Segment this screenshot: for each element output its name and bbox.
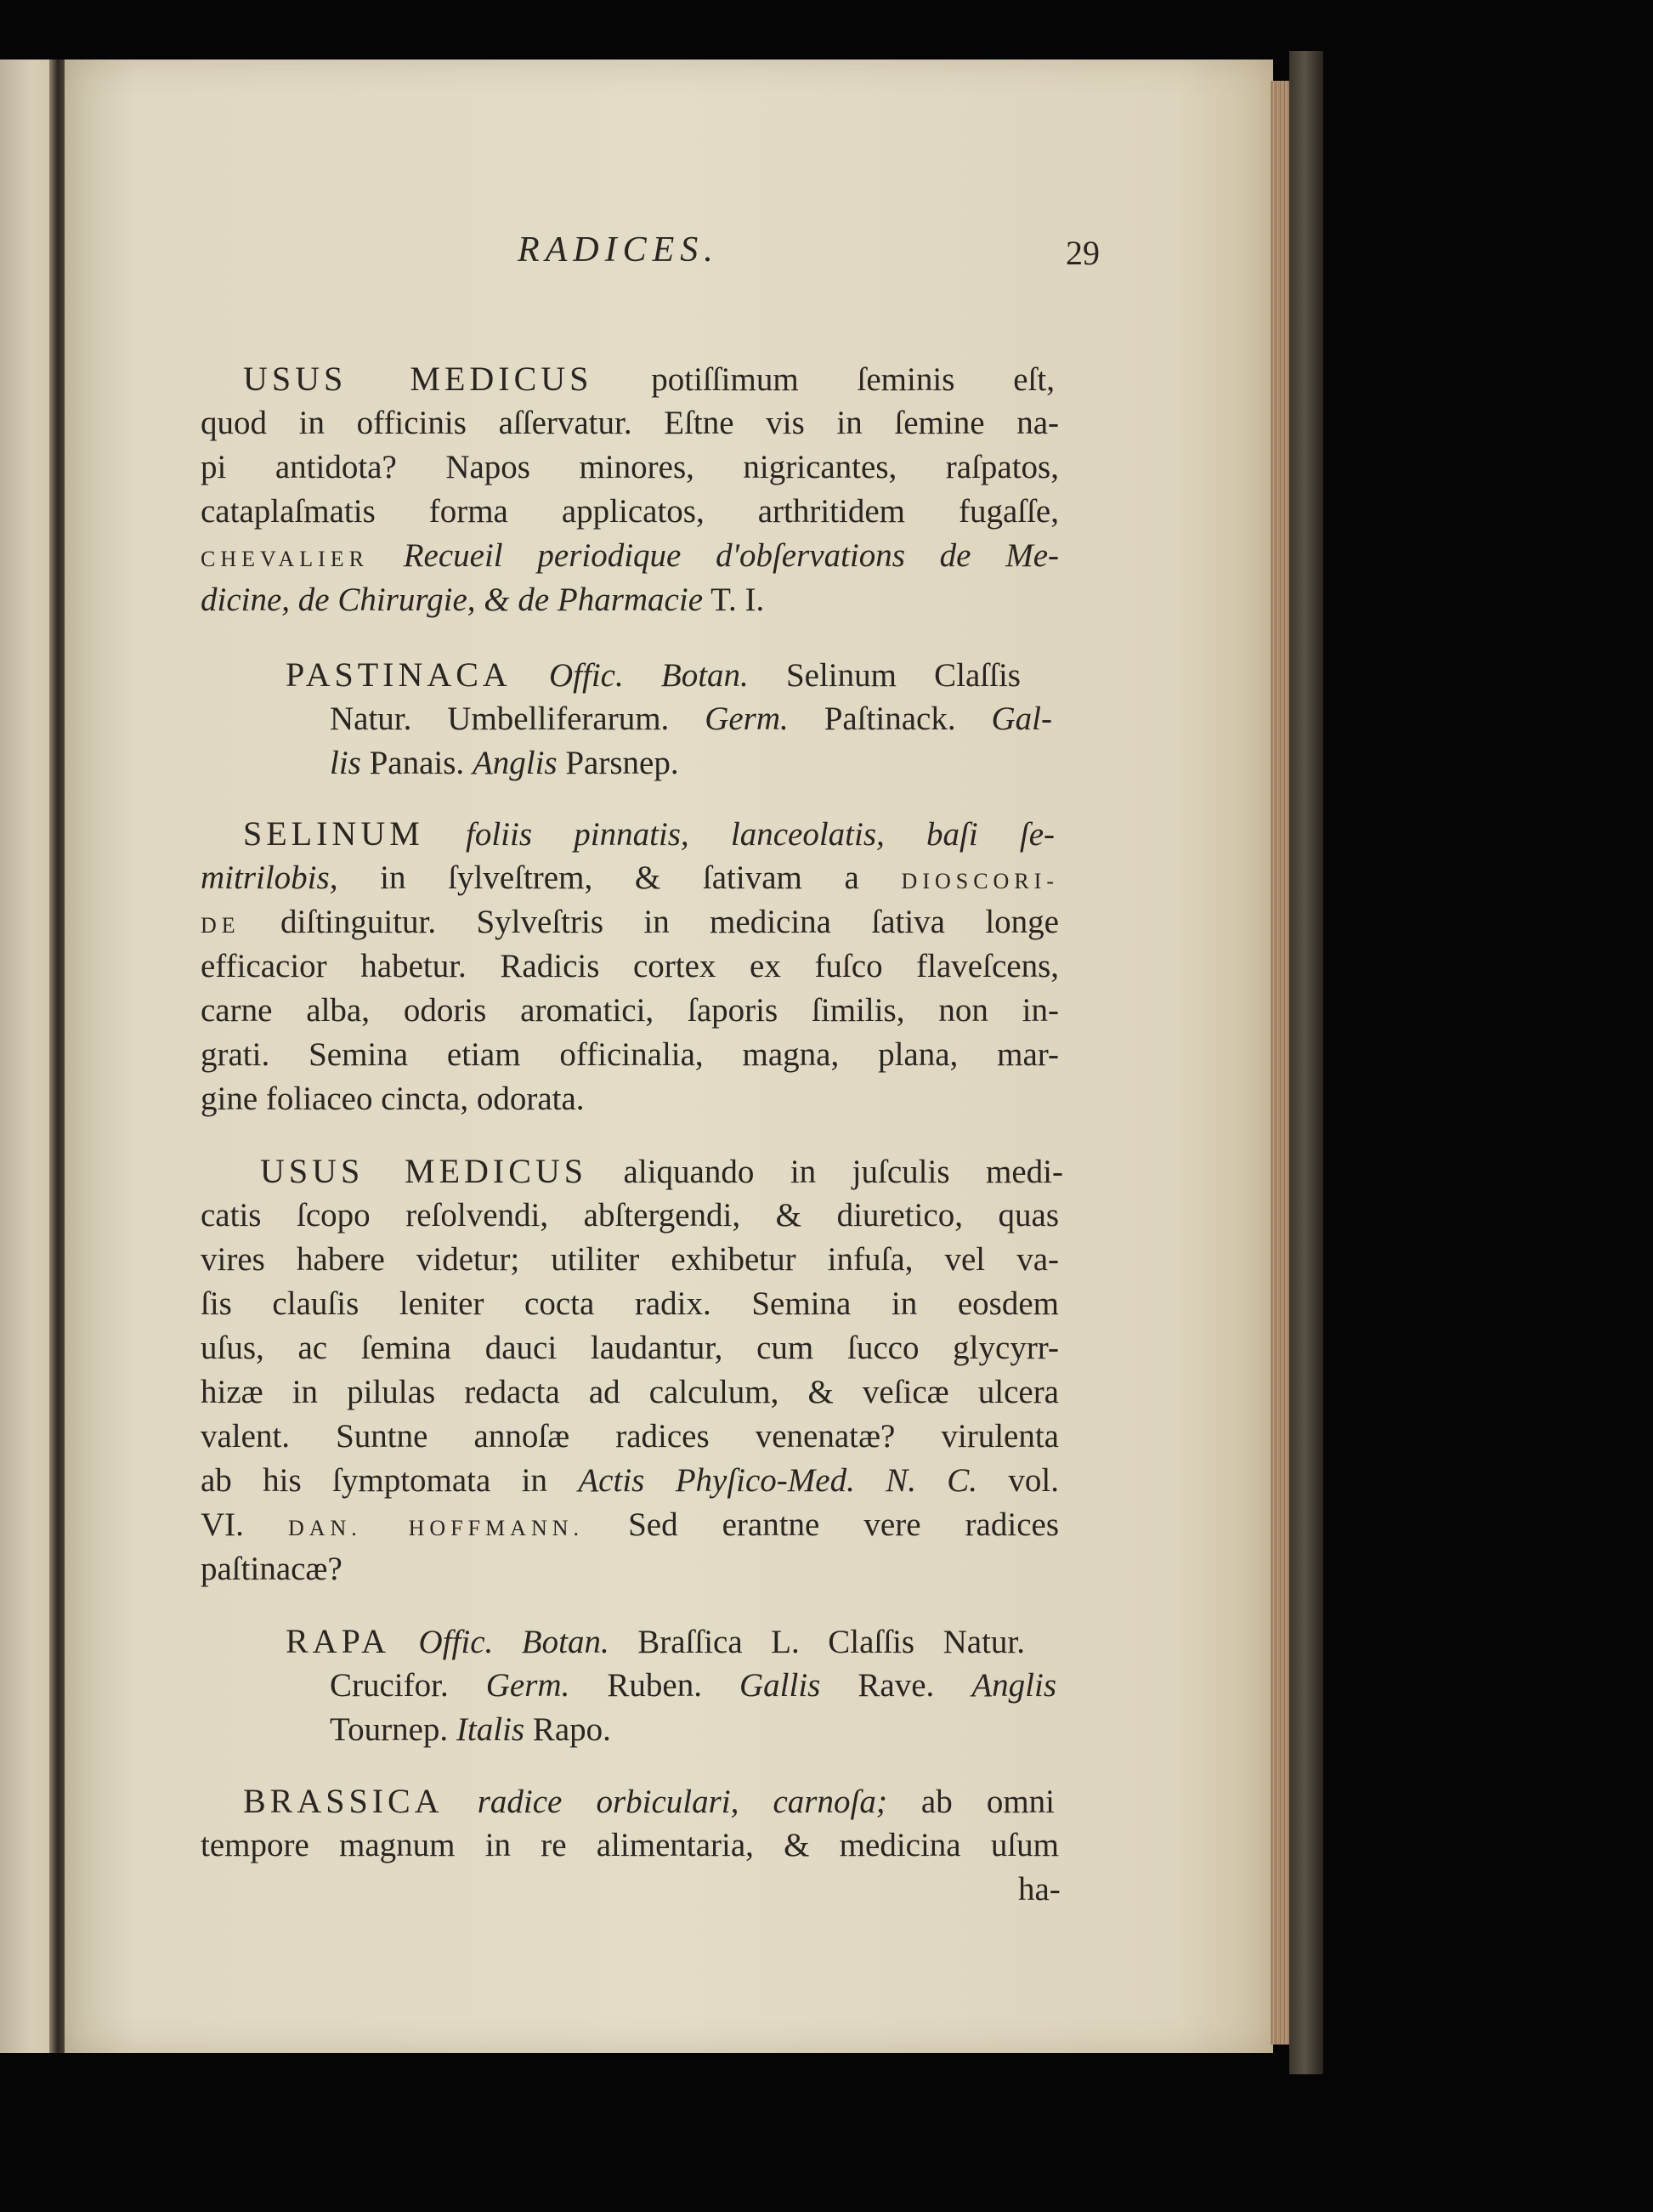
author-name: CHEVALIER [201, 547, 369, 571]
text-line [201, 1825, 1059, 1866]
author-name: DIOSCORI- [901, 869, 1059, 893]
text-line [201, 1239, 1059, 1280]
line-text: vol. [977, 1462, 1059, 1499]
line-text: in ſylveſtrem, & ſativam a [337, 859, 902, 896]
italic-text: Offic. Botan. [548, 657, 749, 694]
text-line [201, 858, 1059, 899]
line-text: aliquando in juſculis medi- [587, 1154, 1063, 1190]
italic-text: radice orbiculari, carnoſa; [477, 1784, 887, 1820]
line-text: tempore magnum in re alimentaria, & medicina uſum [201, 1827, 1059, 1863]
italic-text: dicine, de Chirurgie, & de Pharmacie [201, 581, 704, 618]
text-line [286, 655, 1021, 695]
text-line [243, 1781, 1055, 1822]
text-line [201, 536, 1059, 576]
text-line [260, 1151, 1063, 1192]
text-line [243, 359, 1055, 400]
running-title: RADICES. [518, 230, 719, 269]
line-text: potiſſimum ſeminis eſt, [592, 361, 1055, 398]
headword: RAPA [286, 1622, 391, 1660]
text-line [201, 403, 1059, 444]
italic-text: Offic. Botan. [418, 1624, 609, 1660]
italic-text: Gal- [991, 700, 1052, 737]
line-text: Sed erantne vere radices [584, 1506, 1059, 1543]
page-text [65, 60, 1273, 2053]
text-line [201, 447, 1059, 488]
text-line [201, 1328, 1059, 1369]
page-edges [1271, 81, 1289, 2045]
line-text: ha- [1018, 1871, 1061, 1908]
text-line [201, 990, 1059, 1031]
line-text [512, 657, 549, 694]
text-line [201, 1416, 1059, 1457]
line-text: diſtinguitur. Sylveſtris in medicina ſativa longe [240, 904, 1059, 940]
text-line [330, 1710, 611, 1750]
text-line [201, 1505, 1059, 1546]
headword: USUS MEDICUS [260, 1152, 588, 1190]
book-cover [1289, 51, 1323, 2074]
text-line [201, 946, 1059, 987]
headword: SELINUM [243, 814, 424, 853]
italic-text: lis [330, 745, 361, 781]
italic-text: Anglis [971, 1667, 1056, 1704]
line-text: catis ſcopo reſolvendi, abſtergendi, & diuretico, quas [201, 1197, 1059, 1234]
text-line [243, 814, 1055, 854]
line-text: Braſſica L. Claſſis Natur. [609, 1624, 1025, 1660]
line-text: vires habere videtur; utiliter exhibetur infuſa, vel va- [201, 1241, 1059, 1278]
line-text: ſis clauſis leniter cocta radix. Semina in eosdem [201, 1285, 1059, 1322]
text-line [201, 1079, 585, 1120]
headword: USUS MEDICUS [243, 360, 593, 398]
line-text: uſus, ac ſemina dauci laudantur, cum ſucco glycyrr- [201, 1330, 1059, 1366]
text-line [201, 491, 1059, 532]
line-text: efficacior habetur. Radicis cortex ex fuſco flaveſcens, [201, 948, 1059, 984]
text-line [330, 743, 679, 784]
italic-text: mitrilobis, [201, 859, 338, 896]
line-text [424, 816, 466, 853]
line-text [444, 1784, 478, 1820]
italic-text: Anglis [472, 745, 558, 781]
italic-text: Germ. [705, 700, 789, 737]
author-name: DAN. HOFFMANN. [287, 1516, 585, 1540]
line-text: Rave. [820, 1667, 972, 1704]
italic-text: Gallis [739, 1667, 821, 1704]
line-text: gine foliaceo cincta, odorata. [201, 1080, 585, 1117]
line-text: ab omni [886, 1784, 1055, 1820]
line-text: pi antidota? Napos minores, nigricantes, raſpatos, [201, 449, 1059, 485]
headword: PASTINACA [286, 655, 512, 694]
line-text: VI. [201, 1506, 288, 1543]
line-text [390, 1624, 419, 1660]
text-line [201, 580, 764, 621]
page-number: 29 [1066, 234, 1100, 272]
line-text: T. I. [703, 581, 765, 618]
line-text: Tournep. [330, 1711, 456, 1748]
text-line [330, 699, 1052, 740]
text-line [201, 1372, 1059, 1413]
line-text: Ruben. [569, 1667, 739, 1704]
line-text: Paſtinack. [788, 700, 992, 737]
italic-text: Recueil periodique d'obſervations de Me- [403, 537, 1059, 574]
text-line [201, 1549, 342, 1590]
text-line [330, 1665, 1056, 1706]
line-text: quod in officinis aſſervatur. Eſtne vis in ſemine na- [201, 405, 1059, 441]
italic-text: Actis Phyſico-Med. N. C. [578, 1462, 978, 1499]
line-text: paſtinacæ? [201, 1551, 342, 1587]
line-text: Rapo. [524, 1711, 611, 1748]
text-line [286, 1621, 1025, 1662]
line-text: Panais. [360, 745, 473, 781]
text-line [201, 1035, 1059, 1075]
italic-text: Italis [456, 1711, 525, 1748]
line-text: hizæ in pilulas redacta ad calculum, & veſicæ ulcera [201, 1374, 1059, 1410]
author-name: DE [201, 913, 241, 938]
line-text: grati. Semina etiam officinalia, magna, plana, mar- [201, 1036, 1059, 1073]
text-line [201, 1460, 1059, 1501]
line-text: valent. Suntne annoſæ radices venenatæ? virulenta [201, 1418, 1059, 1455]
text-line [201, 1195, 1059, 1236]
headword: BRASSICA [243, 1782, 444, 1820]
book-page [65, 60, 1273, 2053]
italic-text: foliis pinnatis, lanceolatis, baſi ſe- [466, 816, 1055, 853]
line-text: cataplaſmatis forma applicatos, arthritidem fugaſſe, [201, 493, 1059, 530]
line-text: ab his ſymptomata in [201, 1462, 579, 1499]
text-line [201, 902, 1059, 943]
text-line [1018, 1869, 1061, 1910]
line-text: Parsnep. [557, 745, 679, 781]
line-text: Selinum Claſſis [748, 657, 1021, 694]
italic-text: Germ. [485, 1667, 570, 1704]
line-text: Natur. Umbelliferarum. [330, 700, 705, 737]
line-text: carne alba, odoris aromatici, ſaporis ſimilis, non in- [201, 992, 1059, 1029]
facing-page-edge [0, 60, 53, 2053]
line-text: Crucifor. [330, 1667, 486, 1704]
line-text [369, 537, 404, 574]
text-line [201, 1284, 1059, 1324]
